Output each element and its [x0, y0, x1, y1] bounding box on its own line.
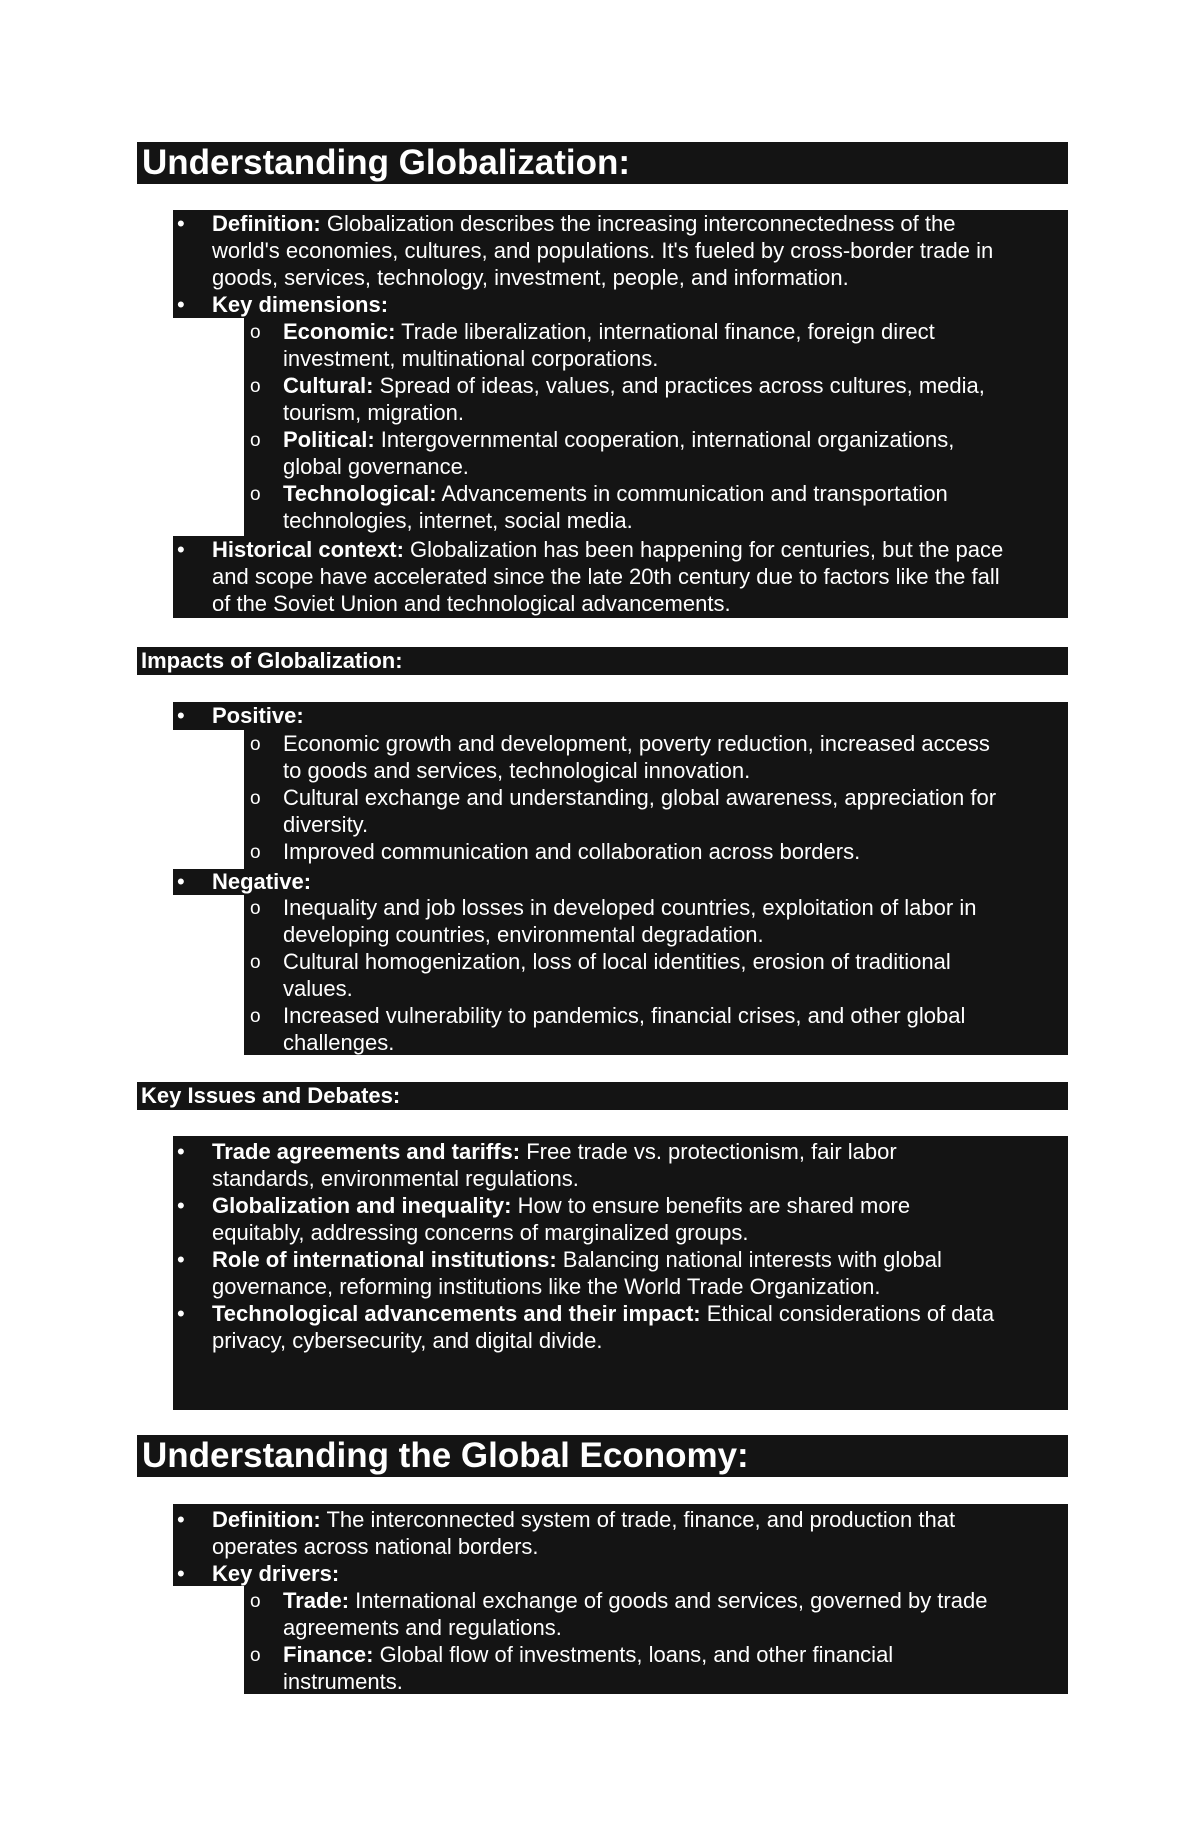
bullet-icon: •	[177, 869, 185, 894]
item-label: Trade agreements and tariffs:	[212, 1139, 521, 1164]
list-item	[173, 536, 1068, 617]
economy-list	[173, 1506, 1068, 1587]
item-label: Political:	[283, 427, 375, 452]
item-text: developing countries, environmental degradation.	[283, 922, 764, 947]
item-text: instruments.	[283, 1669, 403, 1694]
item-label: Globalization and inequality:	[212, 1193, 512, 1218]
item-text: Economic growth and development, poverty reduction, increased access	[283, 731, 990, 756]
item-text: Ethical considerations of data	[700, 1301, 995, 1326]
sub-list-item	[244, 1002, 1068, 1056]
item-label: Definition:	[212, 211, 321, 236]
item-text: How to ensure benefits are shared more	[511, 1193, 911, 1218]
item-text: Increased vulnerability to pandemics, financial crises, and other global	[283, 1003, 966, 1028]
bullet-icon: •	[177, 1139, 185, 1164]
sub-bullet-icon: o	[250, 842, 261, 863]
item-text: Free trade vs. protectionism, fair labor	[520, 1139, 897, 1164]
item-text: diversity.	[283, 812, 369, 837]
sub-bullet-icon: o	[250, 898, 261, 919]
list-item	[173, 210, 1068, 291]
item-label: Finance:	[283, 1642, 374, 1667]
sub-list-item	[244, 372, 1068, 426]
item-text: technologies, internet, social media.	[283, 508, 633, 533]
item-label: Key drivers:	[212, 1561, 340, 1586]
item-label: Technological:	[283, 481, 437, 506]
sub-list-item	[244, 948, 1068, 1002]
item-text: Spread of ideas, values, and practices across cultures, media,	[373, 373, 985, 398]
bullet-icon: •	[177, 1507, 185, 1532]
item-text: agreements and regulations.	[283, 1615, 562, 1640]
item-label: Economic:	[283, 319, 396, 344]
bullet-icon: •	[177, 1247, 185, 1272]
dimensions-list	[244, 318, 1068, 534]
item-text: Cultural exchange and understanding, global awareness, appreciation for	[283, 785, 997, 810]
item-text: Globalization describes the increasing interconnectedness of the	[320, 211, 956, 236]
sub-list-item	[244, 1641, 1068, 1695]
positive-list	[173, 702, 1068, 729]
negative-list	[173, 868, 1068, 895]
sub-bullet-icon: o	[250, 430, 261, 451]
item-label: Cultural:	[283, 373, 374, 398]
sub-bullet-icon: o	[250, 376, 261, 397]
sub-list-item	[244, 894, 1068, 948]
list-item	[173, 868, 1068, 895]
item-text: global governance.	[283, 454, 469, 479]
list-item	[173, 291, 1068, 318]
item-label: Key dimensions:	[212, 292, 389, 317]
bullet-icon: •	[177, 211, 185, 236]
sub-list-item	[244, 318, 1068, 372]
list-item	[173, 702, 1068, 729]
section-heading-understanding-globalization: Understanding Globalization:	[137, 142, 1068, 184]
sub-list-item	[244, 784, 1068, 838]
section-heading-impacts: Impacts of Globalization:	[137, 647, 1068, 675]
item-text: Cultural homogenization, loss of local identities, erosion of traditional	[283, 949, 951, 974]
item-label: Definition:	[212, 1507, 321, 1532]
item-text: standards, environmental regulations.	[212, 1166, 579, 1191]
item-label: Historical context:	[212, 537, 404, 562]
item-label: Negative:	[212, 869, 312, 894]
list-item	[173, 1246, 1068, 1300]
item-text: Intergovernmental cooperation, international organizations,	[374, 427, 955, 452]
sub-list-item	[244, 838, 1068, 865]
sub-bullet-icon: o	[250, 1645, 261, 1666]
section-heading-key-issues: Key Issues and Debates:	[137, 1082, 1068, 1110]
sub-list-item	[244, 1587, 1068, 1641]
item-text: International exchange of goods and services, governed by trade	[349, 1588, 988, 1613]
item-text: Global flow of investments, loans, and other financial	[373, 1642, 894, 1667]
sub-bullet-icon: o	[250, 484, 261, 505]
item-text: to goods and services, technological innovation.	[283, 758, 751, 783]
sub-list-item	[244, 426, 1068, 480]
item-text: tourism, migration.	[283, 400, 464, 425]
item-text: Advancements in communication and transportation	[436, 481, 948, 506]
section1-list	[173, 210, 1068, 318]
sub-bullet-icon: o	[250, 734, 261, 755]
positive-sub-list	[244, 730, 1068, 865]
historical-list	[173, 536, 1068, 617]
item-label: Technological advancements and their impact:	[212, 1301, 701, 1326]
negative-sub-list	[244, 894, 1068, 1056]
item-text: Inequality and job losses in developed countries, exploitation of labor in	[283, 895, 977, 920]
item-text: operates across national borders.	[212, 1534, 539, 1559]
item-text: Balancing national interests with global	[556, 1247, 942, 1272]
item-text: challenges.	[283, 1030, 395, 1055]
list-item	[173, 1192, 1068, 1246]
item-label: Trade:	[283, 1588, 350, 1613]
list-item	[173, 1300, 1068, 1354]
sub-bullet-icon: o	[250, 1591, 261, 1612]
item-text: values.	[283, 976, 353, 1001]
item-text: privacy, cybersecurity, and digital divide.	[212, 1328, 603, 1353]
bullet-icon: •	[177, 703, 185, 728]
bullet-icon: •	[177, 1301, 185, 1326]
list-item	[173, 1560, 1068, 1587]
item-text: and scope have accelerated since the late 20th century due to factors like the fall	[212, 564, 1000, 589]
sub-bullet-icon: o	[250, 952, 261, 973]
item-text: goods, services, technology, investment, people, and information.	[212, 265, 849, 290]
item-text: The interconnected system of trade, finance, and production that	[320, 1507, 956, 1532]
bullet-icon: •	[177, 1193, 185, 1218]
bullet-icon: •	[177, 537, 185, 562]
bullet-icon: •	[177, 292, 185, 317]
list-item	[173, 1138, 1068, 1192]
drivers-sub-list	[244, 1587, 1068, 1695]
sub-bullet-icon: o	[250, 1006, 261, 1027]
item-text: investment, multinational corporations.	[283, 346, 659, 371]
sub-bullet-icon: o	[250, 322, 261, 343]
list-item	[173, 1506, 1068, 1560]
item-label: Positive:	[212, 703, 304, 728]
item-text: governance, reforming institutions like the World Trade Organization.	[212, 1274, 881, 1299]
section-heading-global-economy: Understanding the Global Economy:	[137, 1435, 1068, 1477]
item-text: world's economies, cultures, and populations. It's fueled by cross-border trade in	[212, 238, 994, 263]
key-issues-list	[173, 1138, 1068, 1354]
item-label: Role of international institutions:	[212, 1247, 557, 1272]
sub-list-item	[244, 480, 1068, 534]
item-text: Improved communication and collaboration across borders.	[283, 839, 861, 864]
item-text: Trade liberalization, international finance, foreign direct	[395, 319, 935, 344]
bullet-icon: •	[177, 1561, 185, 1586]
item-text: equitably, addressing concerns of marginalized groups.	[212, 1220, 749, 1245]
sub-bullet-icon: o	[250, 788, 261, 809]
item-text: of the Soviet Union and technological advancements.	[212, 591, 731, 616]
sub-list-item	[244, 730, 1068, 784]
item-text: Globalization has been happening for centuries, but the pace	[403, 537, 1004, 562]
